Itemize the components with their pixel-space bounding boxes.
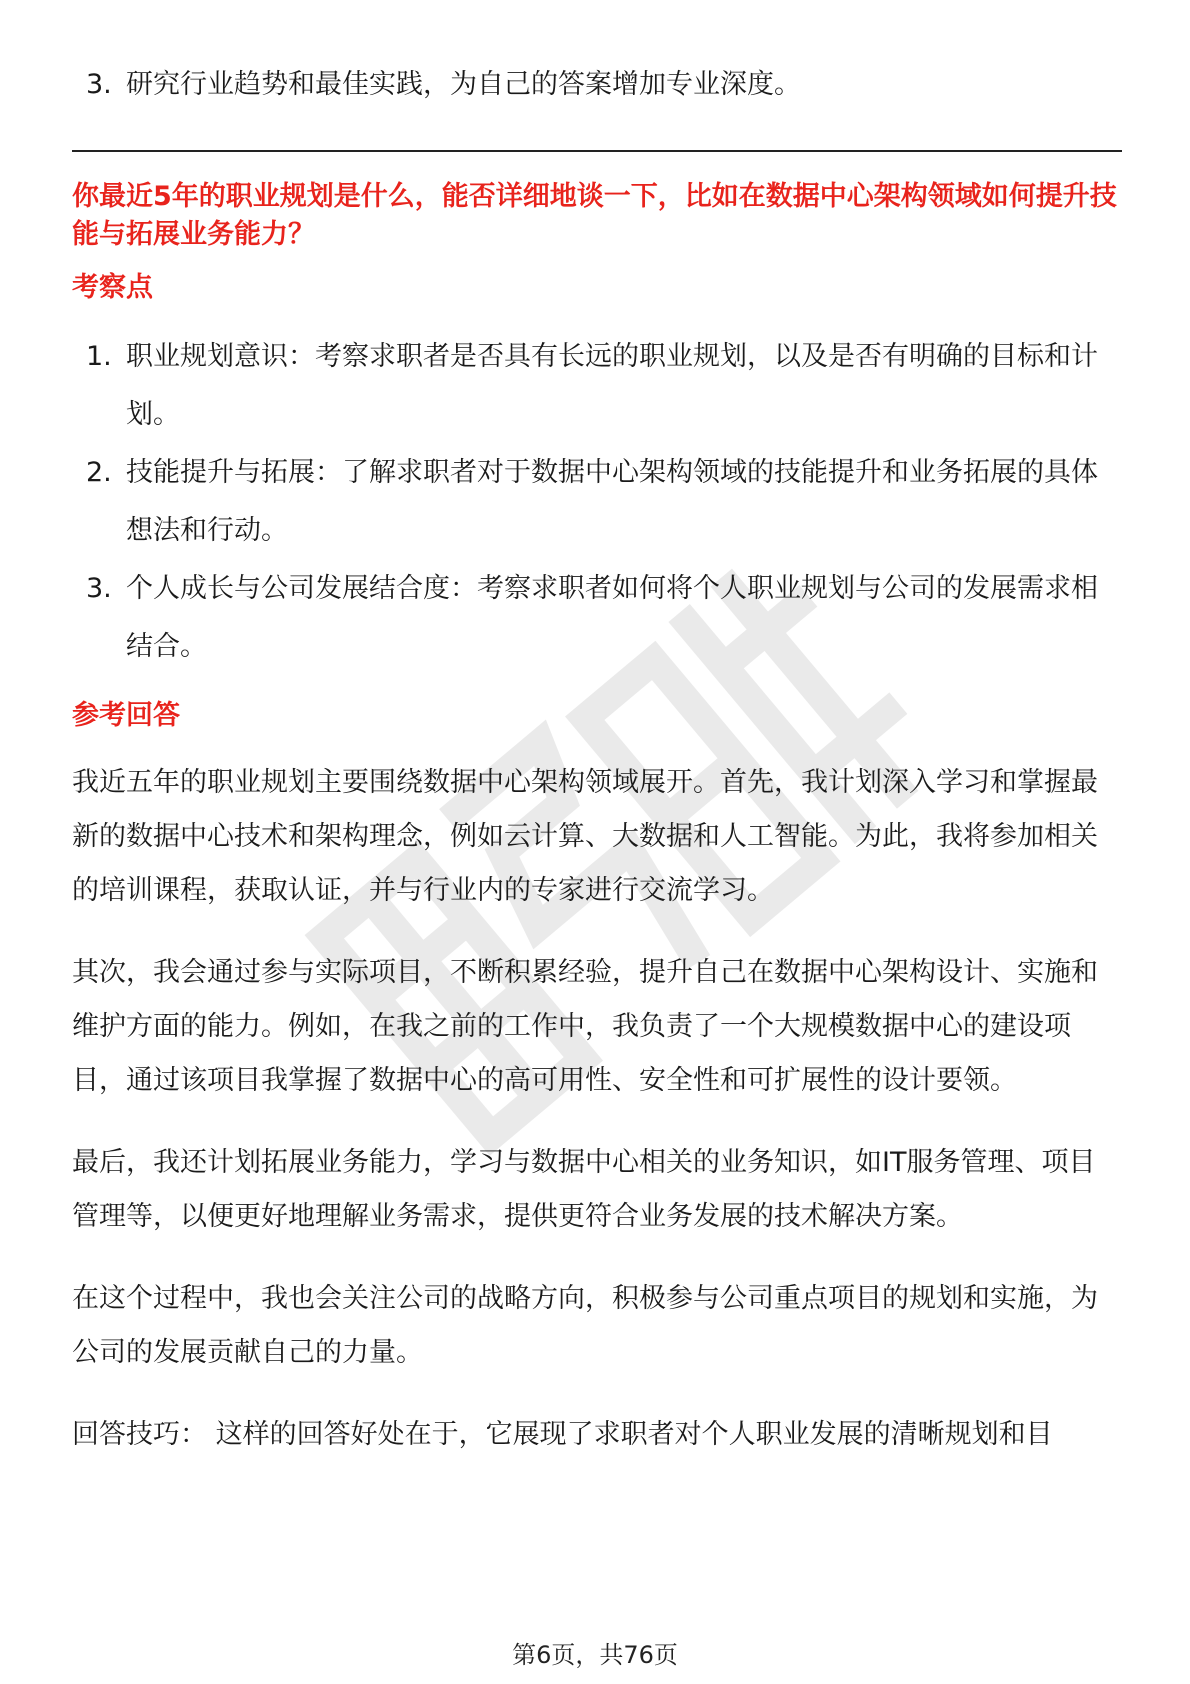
list-number: 3. — [86, 69, 112, 100]
points-list — [72, 328, 1122, 676]
tips-paragraph: 回答技巧： 这样的回答好处在于，它展现了求职者对个人职业发展的清晰规划和目 — [72, 1419, 1053, 1450]
list-number: 3. — [86, 573, 112, 604]
list-item-text: 研究行业趋势和最佳实践，为自己的答案增加专业深度。 — [126, 69, 801, 100]
answer-paragraph: 最后，我还计划拓展业务能力，学习与数据中心相关的业务知识，如IT服务管理、项目管理等，以便更好地理解业务需求，提供更符合业务发展的技术解决方案。 — [72, 1147, 1096, 1232]
list-item-text: 个人成长与公司发展结合度：考察求职者如何将个人职业规划与公司的发展需求相结合。 — [126, 573, 1098, 662]
section-divider — [72, 150, 1122, 152]
answer-paragraph: 我近五年的职业规划主要围绕数据中心架构领域展开。首先，我计划深入学习和掌握最新的数据中心技术和架构理念，例如云计算、大数据和人工智能。为此，我将参加相关的培训课程，获取认证，并与行业内的专家进行交流学习。 — [72, 767, 1098, 906]
list-item — [72, 560, 1122, 676]
page-footer: 第6页，共76页 — [512, 1641, 678, 1669]
list-item-text: 职业规划意识：考察求职者是否具有长远的职业规划，以及是否有明确的目标和计划。 — [126, 341, 1098, 430]
list-item — [72, 328, 1122, 444]
list-item-text: 技能提升与拓展：了解求职者对于数据中心架构领域的技能提升和业务拓展的具体想法和行动。 — [126, 457, 1098, 546]
list-number: 2. — [86, 457, 112, 488]
answer-paragraph: 其次，我会通过参与实际项目，不断积累经验，提升自己在数据中心架构设计、实施和维护方面的能力。例如，在我之前的工作中，我负责了一个大规模数据中心的建设项目，通过该项目我掌握了数据中心的高可用性、安全性和可扩展性的设计要领。 — [72, 957, 1098, 1096]
list-item-top — [72, 56, 1122, 114]
answer-paragraph: 在这个过程中，我也会关注公司的战略方向，积极参与公司重点项目的规划和实施，为公司的发展贡献自己的力量。 — [72, 1283, 1098, 1368]
points-heading: 考察点 — [72, 272, 153, 303]
question-title: 你最近5年的职业规划是什么，能否详细地谈一下，比如在数据中心架构领域如何提升技能与拓展业务能力？ — [72, 181, 1117, 250]
list-item — [72, 444, 1122, 560]
list-number: 1. — [86, 341, 112, 372]
answer-heading: 参考回答 — [72, 700, 180, 731]
page-content — [72, 56, 1122, 1490]
